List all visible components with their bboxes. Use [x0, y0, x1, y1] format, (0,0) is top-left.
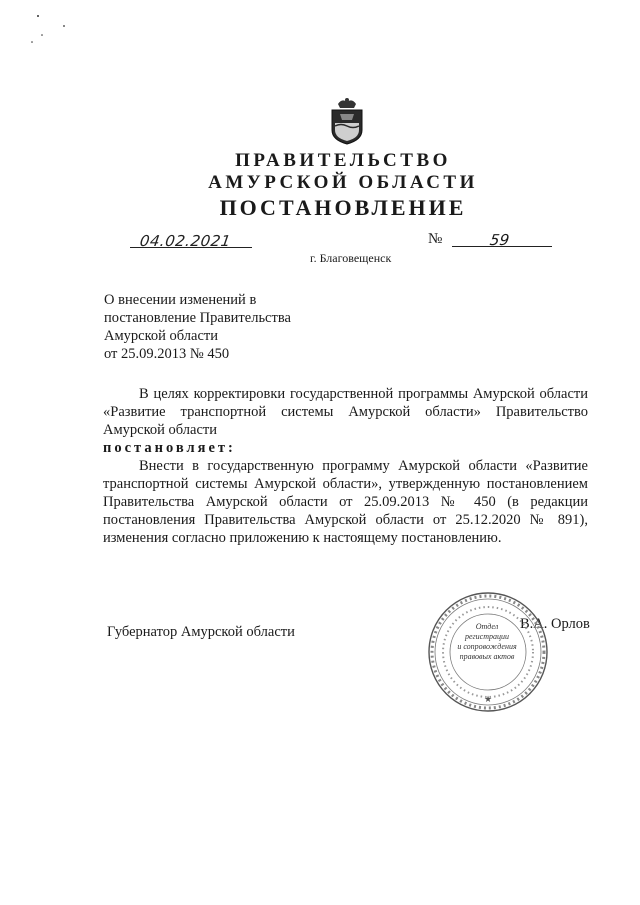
body-paragraph-resolution: Внести в государственную программу Амурской области «Развитие транспортной системы Амурской области», утвержденную постановлением Правительства Амурской области от 25.09.2013 № 450 (в редакции постановления Правительства Амурской области от 25.12.2020 № 891), изменения согласно приложению к настоящему постановлению. — [103, 458, 588, 546]
government-title — [0, 150, 640, 194]
subject-line: от 25.09.2013 № 450 — [104, 346, 230, 362]
svg-text:★: ★ — [483, 695, 493, 705]
seal-line: правовых актов — [459, 652, 515, 661]
signatory-title: Губернатор Амурской области — [107, 624, 295, 640]
body-paragraph-purpose: В целях корректировки государственной программы Амурской области «Развитие транспортной системы Амурской области» Правительство Амурской области — [103, 386, 588, 438]
subject-line: О внесении изменений в — [104, 292, 257, 308]
handwritten-number: 59 — [488, 231, 511, 249]
seal-line: Отдел — [475, 622, 499, 631]
handwritten-date: 04.02.2021 — [138, 232, 233, 250]
document-type: ПОСТАНОВЛЕНИЕ — [219, 195, 467, 220]
subject-line: постановление Правительства — [104, 310, 291, 326]
org-name-line1: ПРАВИТЕЛЬСТВО — [235, 150, 451, 171]
document-subject — [104, 291, 324, 363]
seal-inner-text — [451, 622, 523, 662]
seal-line: и сопровождения — [457, 642, 517, 651]
scan-specks — [30, 10, 80, 50]
amur-coat-of-arms-icon — [326, 96, 368, 146]
decree-word: постановляет: — [103, 440, 236, 456]
seal-line: регистрации — [465, 632, 509, 641]
subject-line: Амурской области — [104, 328, 218, 344]
city-line: г. Благовещенск — [310, 251, 392, 265]
document-body — [103, 385, 588, 547]
org-name-line2: АМУРСКОЙ ОБЛАСТИ — [208, 172, 478, 193]
number-label: № — [428, 231, 443, 247]
signatory-name: В.А. Орлов — [520, 616, 590, 632]
